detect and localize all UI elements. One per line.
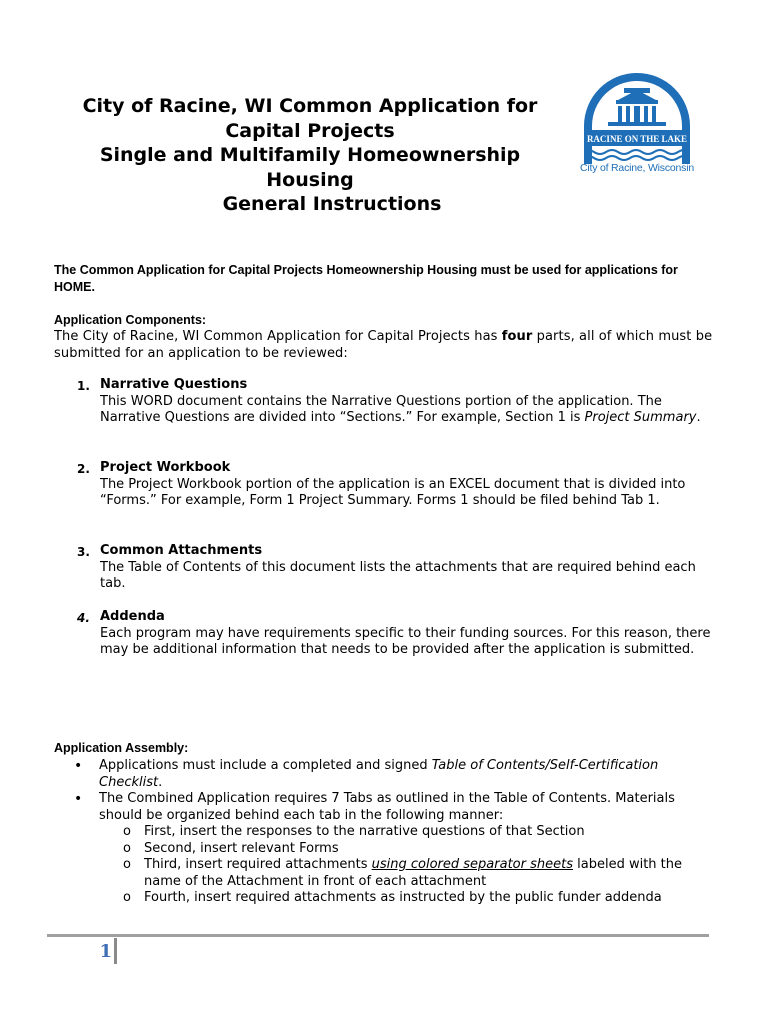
title-line: General Instructions [222,193,442,215]
page-number: 1 [99,941,112,962]
title-line: City of Racine, WI Common Application for [82,95,538,117]
assembly-bullet: • The Combined Application requires 7 Tabs as outlined in the Table of Contents. Materials should be organized behind each tab in the following manner: [74,791,675,823]
item-number: 4. [77,611,90,625]
underlined-phrase: using colored separator sheets [371,857,573,872]
item-number: 3. [77,545,90,559]
item-title: Narrative Questions [100,377,248,392]
assembly-subitem: o Fourth, insert required attachments as instructed by the public funder addenda [123,890,662,905]
item-description: The Project Workbook portion of the application is an EXCEL document that is divided into “Forms.” For example, Form 1 Project Summary. Forms 1 should be filed behind Tab 1. [100,476,686,508]
item-description: Each program may have requirements specific to their funding sources. For this reason, there may be additional information that needs to be provided after the application is submitted. [100,625,711,657]
title-line: Capital Projects [225,119,395,142]
logo-banner-text: RACINE ON THE LAKE [586,134,688,144]
item-title: Project Workbook [100,460,231,475]
logo-caption: City of Racine, Wisconsin [579,162,695,174]
document-title [60,94,560,217]
item-description: The Table of Contents of this document lists the attachments that are required behind each tab. [100,559,696,591]
intro-paragraph: The Common Application for Capital Projects Homeownership Housing must be used for applications for HOME. [54,263,678,294]
bullet-glyph: • [74,791,83,807]
title-line: Housing [266,168,354,191]
assembly-subitem: o Third, insert required attachments using colored separator sheets labeled with the name of the Attachment in front of each attachment [123,857,683,889]
item-number: 1. [77,379,90,393]
item-title: Addenda [100,609,165,624]
assembly-heading: Application Assembly: [54,741,189,755]
sub-glyph: o [123,857,131,872]
footer-divider [47,934,709,937]
item-title: Common Attachments [100,543,263,558]
assembly-bullet: • Applications must include a completed and signed Table of Contents/Self-Certification Checklist. [74,758,659,790]
page-number-bar [114,938,117,964]
bold-four: four [501,329,533,344]
components-paragraph: The City of Racine, WI Common Application for Capital Projects has four parts, all of which must be submitted for an application to be reviewed: [54,329,713,361]
item-number: 2. [77,462,90,476]
assembly-list [54,758,714,907]
bullet-glyph: • [74,758,83,774]
sub-glyph: o [123,824,131,839]
assembly-subitem: o First, insert the responses to the narrative questions of that Section [123,824,585,839]
sub-glyph: o [123,840,131,856]
components-heading: Application Components: [54,313,207,327]
item-description: This WORD document contains the Narrative Questions portion of the application. The Narrative Questions are divided into “Sections.” For example, Section 1 is Project Summary. [100,393,701,425]
assembly-subitem: o Second, insert relevant Forms [123,840,339,856]
title-line: Single and Multifamily Homeownership [99,144,521,166]
sub-glyph: o [123,890,131,905]
